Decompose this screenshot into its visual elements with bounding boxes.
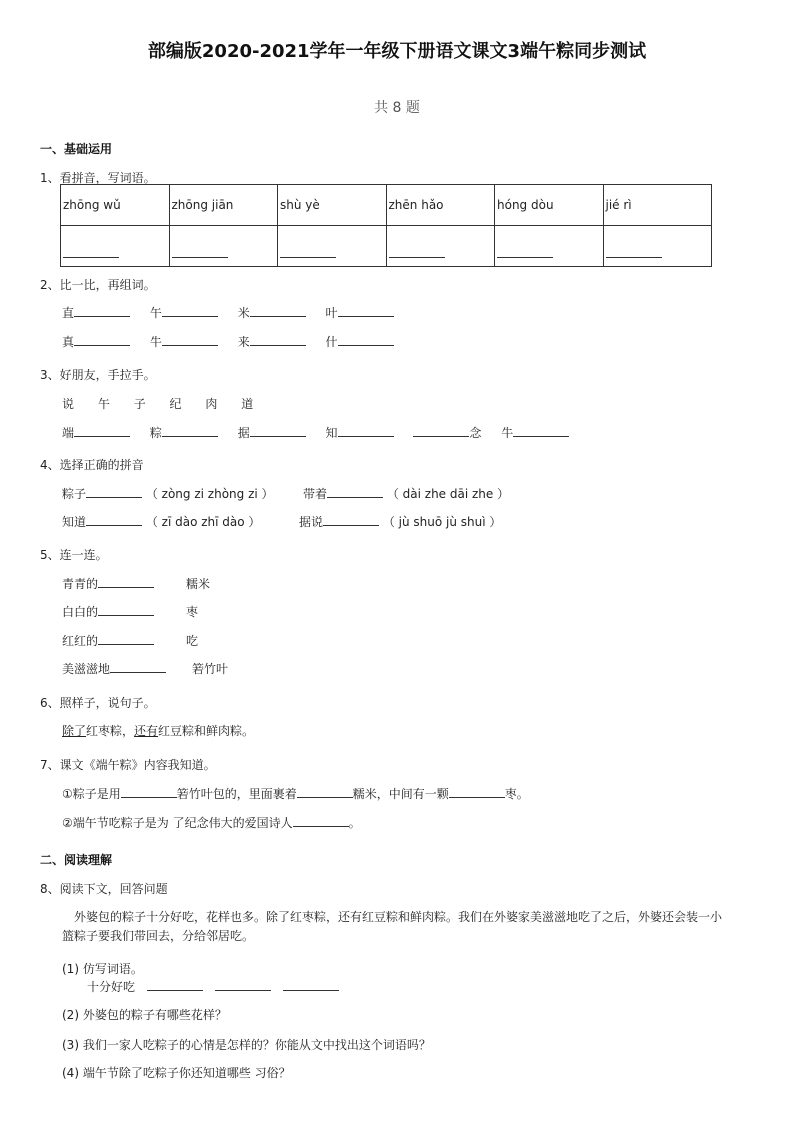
match-row <box>62 424 569 441</box>
char: 直 <box>62 306 75 320</box>
answer-cell[interactable] <box>61 226 170 267</box>
answer-blank[interactable] <box>293 814 349 827</box>
answer-blank[interactable] <box>606 243 662 258</box>
char: 牛 <box>149 335 162 349</box>
char: 端 <box>62 426 75 440</box>
answer-cell[interactable] <box>495 226 604 267</box>
answer-blank[interactable] <box>280 243 336 258</box>
question-count: 共 8 题 <box>374 100 420 116</box>
keyword: 除了 <box>62 724 87 738</box>
question-2-prompt: 2、比一比，再组词。 <box>40 278 156 292</box>
connect-left-item <box>62 660 166 677</box>
text: ②端午节吃粽子是为 了纪念伟大的爱国诗人 <box>62 816 293 830</box>
char: 来 <box>237 335 250 349</box>
word: 带着 <box>303 487 328 501</box>
connect-right-item: 糯米 <box>186 577 211 591</box>
char: 米 <box>237 306 250 320</box>
question-7-prompt: 7、课文《端午粽》内容我知道。 <box>40 758 216 772</box>
example-word: 十分好吃 <box>87 980 136 994</box>
answer-blank[interactable] <box>497 243 553 258</box>
answer-blank[interactable] <box>338 304 394 317</box>
question-8-prompt: 8、阅读下文，回答问题 <box>40 882 168 896</box>
text: 红枣粽， <box>86 724 135 738</box>
pinyin-options: （ zòng zi zhòng zi ） <box>145 487 274 501</box>
char: 叶 <box>325 306 338 320</box>
pinyin-cell: zhēn hǎo <box>386 185 495 226</box>
char: 子 <box>133 397 146 411</box>
left-word: 红红的 <box>62 634 99 648</box>
answer-blank[interactable] <box>323 513 379 526</box>
char: 牛 <box>501 426 514 440</box>
keyword: 还有 <box>134 724 159 738</box>
answer-blank[interactable] <box>162 333 218 346</box>
subquestion-4: (4) 端午节除了吃粽子你还知道哪些 习俗？ <box>62 1066 291 1080</box>
pinyin-row <box>61 185 712 226</box>
pinyin-cell: hóng dòu <box>495 185 604 226</box>
answer-blank[interactable] <box>74 304 130 317</box>
word: 粽子 <box>62 487 87 501</box>
char: 肉 <box>205 397 218 411</box>
char: 道 <box>241 397 254 411</box>
answer-blank[interactable] <box>147 978 203 991</box>
answer-blank[interactable] <box>215 978 271 991</box>
answer-row <box>61 226 712 267</box>
compare-row-1 <box>62 304 394 321</box>
answer-blank[interactable] <box>110 660 166 673</box>
char: 据 <box>237 426 250 440</box>
question-6-prompt: 6、照样子，说句子。 <box>40 696 156 710</box>
answer-blank[interactable] <box>86 513 142 526</box>
answer-blank[interactable] <box>86 485 142 498</box>
connect-left-item <box>62 575 154 592</box>
answer-blank[interactable] <box>162 304 218 317</box>
question-5-prompt: 5、连一连。 <box>40 548 108 562</box>
imitation-row <box>87 978 339 995</box>
char: 纪 <box>169 397 182 411</box>
pinyin-choice-row-2b <box>299 513 501 530</box>
char: 午 <box>149 306 162 320</box>
answer-blank[interactable] <box>250 304 306 317</box>
pinyin-cell: shù yè <box>278 185 387 226</box>
connect-right-item: 箬竹叶 <box>192 662 229 676</box>
pinyin-choice-row-1 <box>62 485 274 502</box>
char: 粽 <box>149 426 162 440</box>
question-1-prompt: 1、看拼音，写词语。 <box>40 171 156 185</box>
connect-left-item <box>62 632 154 649</box>
section-heading-reading: 二、阅读理解 <box>40 853 113 867</box>
connect-right-item: 吃 <box>186 634 199 648</box>
answer-blank[interactable] <box>98 575 154 588</box>
answer-blank[interactable] <box>250 333 306 346</box>
text: 。 <box>348 816 361 830</box>
subquestion-1: (1) 仿写词语。 <box>62 962 143 976</box>
answer-blank[interactable] <box>98 632 154 645</box>
text: 枣。 <box>504 787 529 801</box>
answer-blank[interactable] <box>162 424 218 437</box>
left-word: 青青的 <box>62 577 99 591</box>
answer-blank[interactable] <box>74 424 130 437</box>
char: 念 <box>469 426 482 440</box>
answer-blank[interactable] <box>338 333 394 346</box>
answer-blank[interactable] <box>297 785 353 798</box>
char: 什 <box>325 335 338 349</box>
pinyin-options: （ dài zhe dāi zhe ） <box>386 487 510 501</box>
compare-row-2 <box>62 333 394 350</box>
answer-blank[interactable] <box>449 785 505 798</box>
answer-blank[interactable] <box>98 603 154 616</box>
char: 午 <box>97 397 110 411</box>
answer-blank[interactable] <box>250 424 306 437</box>
pinyin-choice-row-2 <box>62 513 260 530</box>
char: 说 <box>62 397 75 411</box>
pinyin-options: （ jù shuō jù shuì ） <box>382 515 502 529</box>
answer-cell[interactable] <box>386 226 495 267</box>
left-word: 美滋滋地 <box>62 662 111 676</box>
pinyin-options: （ zī dào zhī dào ） <box>145 515 261 529</box>
answer-cell[interactable] <box>603 226 712 267</box>
subquestion-3: (3) 我们一家人吃粽子的心情是怎样的？你能从文中找出这个词语吗？ <box>62 1038 431 1052</box>
fill-line-2 <box>62 814 361 831</box>
connect-right-item: 枣 <box>186 605 199 619</box>
answer-cell[interactable] <box>278 226 387 267</box>
fill-line-1 <box>62 785 529 802</box>
left-word: 白白的 <box>62 605 99 619</box>
answer-blank[interactable] <box>338 424 394 437</box>
pinyin-choice-row-1b <box>303 485 509 502</box>
answer-blank[interactable] <box>327 485 383 498</box>
pinyin-table <box>60 184 712 267</box>
text: 红豆粽和鲜肉粽。 <box>158 724 255 738</box>
text: ①粽子是用 <box>62 787 121 801</box>
question-3-prompt: 3、好朋友，手拉手。 <box>40 368 156 382</box>
answer-blank[interactable] <box>389 243 445 258</box>
example-sentence <box>62 722 254 739</box>
answer-blank[interactable] <box>121 785 177 798</box>
question-4-prompt: 4、选择正确的拼音 <box>40 458 144 472</box>
answer-blank[interactable] <box>513 424 569 437</box>
subquestion-2: (2) 外婆包的粽子有哪些花样？ <box>62 1008 227 1022</box>
char: 真 <box>62 335 75 349</box>
answer-blank[interactable] <box>74 333 130 346</box>
text: 箬竹叶包的，里面裹着 <box>176 787 297 801</box>
word: 知道 <box>62 515 87 529</box>
char: 知 <box>325 426 338 440</box>
answer-blank[interactable] <box>283 978 339 991</box>
page-title: 部编版2020-2021学年一年级下册语文课文3端午粽同步测试 <box>147 41 647 62</box>
section-heading-basics: 一、基础运用 <box>40 142 113 156</box>
pinyin-cell: jié rì <box>603 185 712 226</box>
connect-left-item <box>62 603 154 620</box>
pinyin-cell: zhōng wǔ <box>61 185 170 226</box>
answer-blank[interactable] <box>172 243 228 258</box>
pinyin-cell: zhōng jiān <box>169 185 278 226</box>
reading-passage: 外婆包的粽子十分好吃，花样也多。除了红枣粽，还有红豆粽和鲜肉粽。我们在外婆家美滋滋地吃了之后，外婆还会装一小篮粽子要我们带回去，分给邻居吃。 <box>62 910 723 943</box>
answer-blank[interactable] <box>413 424 469 437</box>
answer-cell[interactable] <box>169 226 278 267</box>
word: 据说 <box>299 515 324 529</box>
text: 糯米，中间有一颗 <box>352 787 449 801</box>
char-list <box>62 395 253 412</box>
answer-blank[interactable] <box>63 243 119 258</box>
